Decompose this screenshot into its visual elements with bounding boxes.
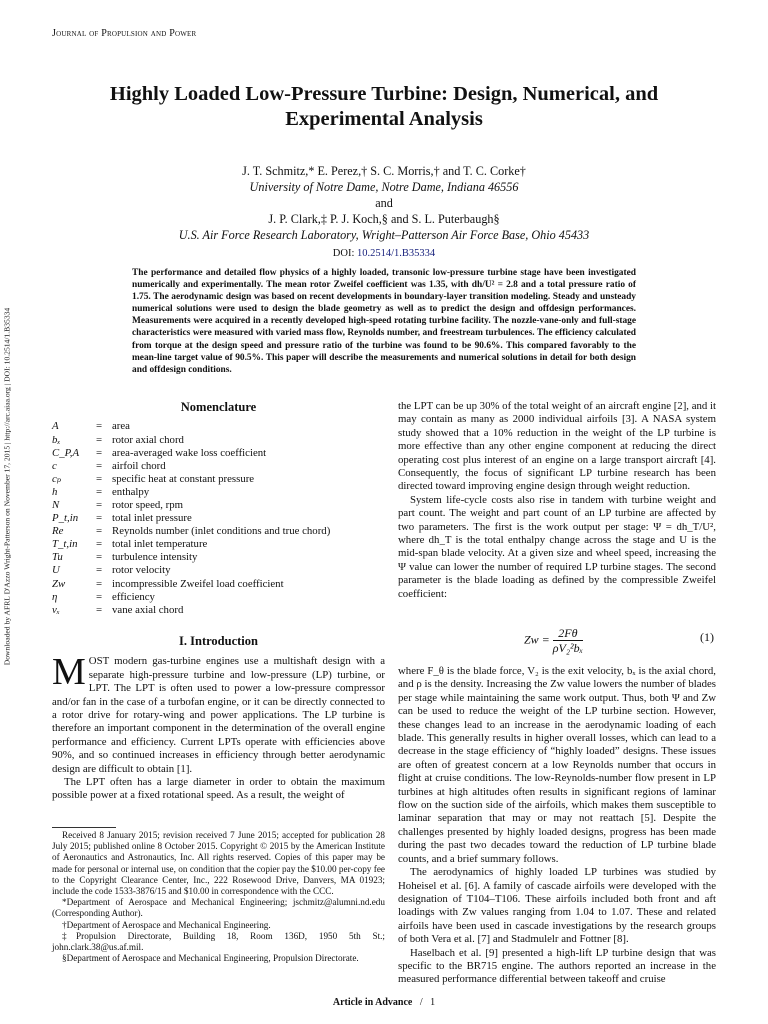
nomenclature-symbol: N: [52, 498, 60, 511]
right-column-bottom: [398, 665, 716, 987]
page-footer: [0, 997, 768, 1008]
equation-body: [524, 626, 583, 655]
nomenclature-equals: =: [95, 603, 103, 616]
affiliation-1: University of Notre Dame, Notre Dame, Indiana 46556: [249, 180, 519, 194]
paper-title: Highly Loaded Low-Pressure Turbine: Design, Numerical, and Experimental Analysis: [109, 83, 659, 130]
nomenclature-equals: =: [95, 472, 103, 485]
nomenclature-symbol: A: [52, 420, 59, 433]
nomenclature-table: [52, 420, 330, 616]
nomenclature-symbol: cₚ: [52, 472, 62, 485]
introduction-section: [52, 635, 385, 803]
introduction-heading: I. Introduction: [179, 634, 258, 648]
nomenclature-definition: airfoil chord: [112, 459, 166, 472]
nomenclature-heading: Nomenclature: [180, 400, 257, 414]
nomenclature-row: [52, 460, 330, 473]
nomenclature-symbol: η: [52, 590, 58, 603]
footnotes: [52, 830, 385, 964]
nomenclature-symbol: h: [52, 485, 58, 498]
doi-line: [52, 246, 716, 262]
equation-lhs: Zw =: [524, 632, 550, 647]
nomenclature-definition: enthalpy: [112, 485, 150, 498]
nomenclature-row: [52, 564, 330, 577]
nomenclature-row: [52, 512, 330, 525]
nomenclature-definition: rotor velocity: [112, 564, 171, 577]
nomenclature-definition: specific heat at constant pressure: [112, 472, 255, 485]
nomenclature-symbol: Zw: [52, 577, 66, 590]
nomenclature-equals: =: [95, 433, 103, 446]
nomenclature-definition: vane axial chord: [112, 603, 184, 616]
nomenclature-equals: =: [95, 564, 103, 577]
nomenclature-symbol: vₓ: [52, 603, 60, 616]
right-paragraph-3: where F_θ is the blade force, V₂ is the exit velocity, bₓ is the axial chord, and ρ is the density. Increasing the Zw value lowers the number of blades per stage while maintaining the same work output. Thus, both Ψ and Zw can be used to reduce the weight of the LP turbine section. However, these changes lead to an increase in the aerodynamic loading of each blade. This generally results in higher overall losses, which can lead to a decrease in the stage efficiency of “highly loaded” designs. These issues are often of greatest concern at a low Reynolds number that occurs in flight at cruise conditions. The low-Reynolds-number flow present in LP turbines at high altitudes often results in significant regions of laminar flow on the suction side of the airfoils, which makes them susceptible to laminar separation that may or may not reattach [5]. Despite the challenges presented by highly loaded designs, progress has been made during the past two decades toward the reduction of LP turbine blade counts, and a brief summary follows.: [398, 665, 716, 865]
nomenclature-symbol: P_t,in: [52, 512, 79, 525]
doi-link[interactable]: 10.2514/1.B35334: [357, 248, 436, 259]
nomenclature-row: [52, 578, 330, 591]
nomenclature-row: [52, 538, 330, 551]
affiliation-2: U.S. Air Force Research Laboratory, Wright–Patterson Air Force Base, Ohio 45433: [178, 228, 590, 242]
nomenclature-row: [52, 604, 330, 617]
drop-cap: M: [52, 651, 86, 694]
nomenclature-equals: =: [95, 485, 103, 498]
nomenclature-definition: incompressible Zweifel load coefficient: [112, 577, 284, 590]
right-paragraph-4: The aerodynamics of highly loaded LP turbines was studied by Hoheisel et al. [6]. A family of cascade airfoils were developed with the designation of T104–T106. These airfoils included both front and aft loadings with Zw values ranging from 1.04 to 1.07. These and related airfoils have been used in cascade investigations by the research groups of both Vera et al. [7] and Stadmulelr and Fottner [8].: [398, 866, 716, 946]
nomenclature-symbol: T_t,in: [52, 538, 78, 551]
nomenclature-equals: =: [95, 538, 103, 551]
authors-line-2: J. P. Clark,‡ P. J. Koch,§ and S. L. Puterbaugh§: [268, 212, 500, 226]
authors-group-1: [52, 163, 716, 243]
footnote-author-4: §Department of Aerospace and Mechanical Engineering, Propulsion Directorate.: [62, 953, 359, 964]
nomenclature-symbol: Re: [52, 525, 64, 538]
and-separator: and: [375, 196, 393, 210]
nomenclature-equals: =: [95, 590, 103, 603]
footer-label: Article in Advance: [332, 997, 413, 1008]
nomenclature-equals: =: [95, 512, 103, 525]
nomenclature-row: [52, 420, 330, 433]
nomenclature-row: [52, 551, 330, 564]
nomenclature-definition: rotor speed, rpm: [112, 498, 184, 511]
nomenclature-equals: =: [95, 498, 103, 511]
nomenclature-row: [52, 591, 330, 604]
intro-paragraph-1: MOST modern gas-turbine engines use a multishaft design with a separate high-pressure turbine and low-pressure (LP) turbine, or LPT. The LPT is often used to power a low-pressure compressor and/or fan in the case of a turbofan engine, or it can be directly connected to a rotor drive for rotary-wing and power applications. The LP turbine is therefore an important component in the determination of the overall engine performance and efficiency. Current LPTs operate with efficiencies above 90%, and so continued increases in efficiency through better aerodynamic design are difficult to obtain [1].: [52, 651, 385, 775]
footnote-author-3: ‡Propulsion Directorate, Building 18, Room 136D, 1950 5th St.; john.clark.38@us.af.mil.: [52, 930, 385, 953]
equation-fraction: [553, 626, 583, 655]
nomenclature-equals: =: [95, 420, 103, 433]
nomenclature-symbol: c: [52, 459, 57, 472]
footer-separator: /: [419, 997, 423, 1008]
nomenclature-definition: area-averaged wake loss coefficient: [112, 446, 267, 459]
nomenclature-definition: total inlet temperature: [112, 538, 208, 551]
right-paragraph-1: the LPT can be up 30% of the total weight of an aircraft engine [2], and it may contain as many as 2000 individual airfoils [3]. A NASA system study showed that a 10% reduction in the weight of the LP turbine is more effective than any other engine component at reducing the direct operating cost plus interest of an engine on a large transport aircraft [4]. Consequently, the focus of significant LP turbine research has been directed toward improving engine design through weight reduction.: [398, 400, 716, 493]
nomenclature-equals: =: [95, 577, 103, 590]
nomenclature-equals: =: [95, 551, 103, 564]
right-column-top: [398, 400, 716, 601]
nomenclature-equals: =: [95, 525, 103, 538]
doi-label: DOI:: [332, 248, 358, 259]
nomenclature-symbol: bₓ: [52, 433, 61, 446]
journal-name: Journal of Propulsion and Power: [52, 28, 197, 39]
nomenclature-definition: Reynolds number (inlet conditions and true chord): [112, 525, 331, 538]
equation-1: [398, 624, 716, 654]
footnote-author-1: *Department of Aerospace and Mechanical Engineering; jschmitz@alumni.nd.edu (Corresponding Author).: [52, 897, 385, 919]
nomenclature-row: [52, 525, 330, 538]
footnote-author-2: †Department of Aerospace and Mechanical Engineering.: [62, 919, 271, 930]
equation-number: (1): [700, 630, 714, 644]
nomenclature-definition: efficiency: [112, 590, 155, 603]
nomenclature-symbol: C_P,A: [52, 446, 80, 459]
nomenclature-row: [52, 473, 330, 486]
nomenclature-row: [52, 499, 330, 512]
nomenclature-definition: total inlet pressure: [112, 512, 192, 525]
nomenclature-definition: area: [112, 420, 130, 433]
intro-paragraph-2: The LPT often has a large diameter in order to obtain the maximum possible power at a fixed rotational speed. As a result, the weight of: [52, 776, 385, 802]
equation-denominator: ρV₂²bₓ: [552, 641, 584, 655]
equation-numerator: 2Fθ: [553, 626, 583, 641]
download-sidebar-note: Downloaded by AFRL D'Azzo Wright-Patterson on November 17, 2015 | http://arc.aiaa.org | DOI: 10.2514/1.B35334: [2, 307, 12, 666]
abstract: The performance and detailed flow physics of a highly loaded, transonic low-pressure turbine stage have been investigated numerically and experimentally. The mean rotor Zweifel coefficient was 1.35, with dh/U² = 2.8 and a total pressure ratio of 1.75. The aerodynamic design was based on recent developments in boundary-layer transition modeling. Steady and unsteady numerical solutions were used to design the blade geometry as well as to predict the design and offdesign performances. Measurements were acquired in a recently developed high-speed rotating turbine facility. The nozzle-vane-only and full-stage characteristics were measured with varied mass flow, Reynolds number, and freestream turbulences. The efficiency calculated from torque at the design speed and pressure ratio of the turbine was found to be 90.6%. This compared favorably to the mean-line target value of 90.5%. This paper will describe the measurements and numerical solutions in detail for both design and offdesign conditions.: [132, 268, 636, 375]
nomenclature-section: [52, 401, 385, 617]
nomenclature-row: [52, 434, 330, 447]
nomenclature-definition: turbulence intensity: [112, 551, 198, 564]
right-paragraph-5: Haselbach et al. [9] presented a high-lift LP turbine design that was specific to the BR715 engine. The authors reported an increase in the measured performance differential between takeoff and cruise: [398, 946, 716, 986]
footnote-received: Received 8 January 2015; revision received 7 June 2015; accepted for publication 28 July 2015; published online 8 October 2015. Copyright © 2015 by the American Institute of Aeronautics and Astronautics, Inc. All rights reserved. Copies of this paper may be made for personal or internal use, on condition that the copier pay the $10.00 per-copy fee to the Copyright Clearance Center, Inc., 222 Rosewood Drive, Danvers, MA 01923; include the code 1533-3876/15 and $10.00 in correspondence with the CCC.: [52, 830, 385, 897]
nomenclature-equals: =: [95, 446, 103, 459]
page-number: 1: [430, 997, 436, 1008]
nomenclature-row: [52, 447, 330, 460]
nomenclature-symbol: U: [52, 564, 60, 577]
nomenclature-row: [52, 486, 330, 499]
nomenclature-equals: =: [95, 459, 103, 472]
nomenclature-definition: rotor axial chord: [112, 433, 184, 446]
right-paragraph-2: System life-cycle costs also rise in tandem with turbine weight and part count. The weight and part count of an LP turbine are affected by two parameters. The first is the work output per stage: Ψ = dh_T/U², where dh_T is the total enthalpy change across the stage and U is the mid-span blade velocity. At a given size and wheel speed, increasing the Ψ value can lower the number of required LP turbine stages. The second parameter is the blade loading as defined by the compressible Zweifel coefficient:: [398, 493, 716, 600]
nomenclature-symbol: Tu: [52, 551, 63, 564]
authors-line-1: J. T. Schmitz,* E. Perez,† S. C. Morris,† and T. C. Corke†: [242, 164, 526, 178]
footnote-rule: [52, 827, 116, 828]
